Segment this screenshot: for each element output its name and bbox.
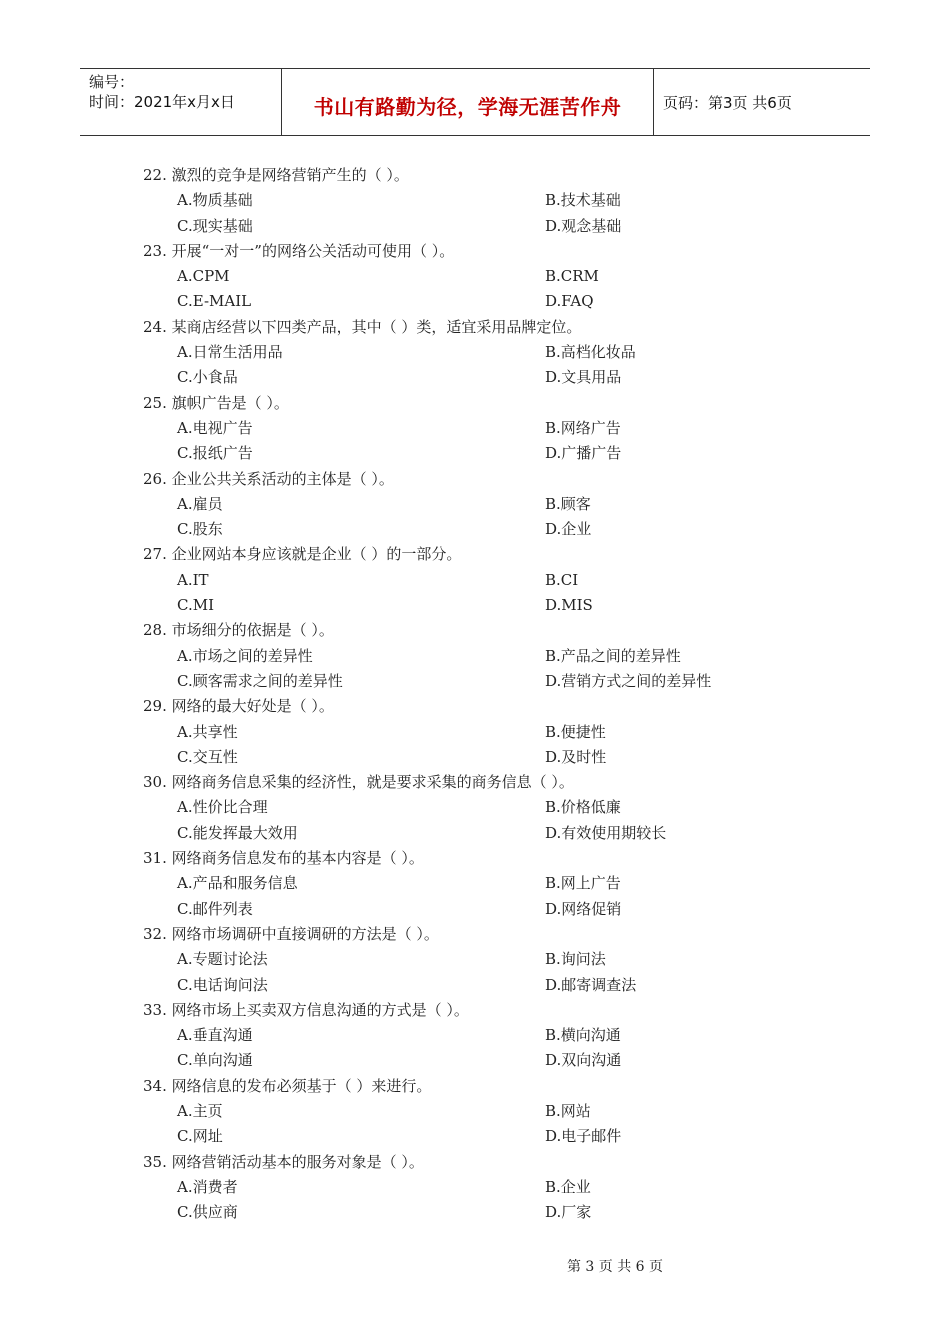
question-stem: 28. 市场细分的依据是（ ）。 — [143, 621, 334, 640]
answer-option: B.顾客 — [545, 494, 591, 513]
question-item — [143, 618, 783, 694]
question-item — [143, 694, 783, 770]
option-row — [143, 340, 783, 365]
option-row — [143, 1124, 783, 1149]
footer-page-number: 第 3 页 共 6 页 — [566, 1259, 664, 1275]
question-stem: 33. 网络市场上买卖双方信息沟通的方式是（ ）。 — [143, 1000, 469, 1019]
answer-option: C.小食品 — [177, 368, 238, 387]
question-item — [143, 770, 783, 846]
option-row — [143, 947, 783, 972]
option-row — [143, 973, 783, 998]
option-row — [143, 1099, 783, 1124]
answer-option: B.横向沟通 — [545, 1026, 621, 1045]
answer-option: D.MIS — [545, 596, 593, 615]
answer-option: D.广播广告 — [545, 444, 622, 463]
answer-option: D.文具用品 — [545, 368, 622, 387]
answer-option: A.市场之间的差异性 — [177, 646, 313, 665]
option-row — [143, 365, 783, 390]
answer-option: D.有效使用期较长 — [545, 823, 667, 842]
answer-option: D.电子邮件 — [545, 1127, 622, 1146]
option-row — [143, 289, 783, 314]
answer-option: D.邮寄调查法 — [545, 975, 637, 994]
answer-option: B.价格低廉 — [545, 798, 621, 817]
answer-option: C.MI — [177, 596, 214, 615]
option-row — [143, 1200, 783, 1225]
answer-option: A.物质基础 — [177, 191, 253, 210]
option-row — [143, 644, 783, 669]
question-item — [143, 315, 783, 391]
page-header — [80, 68, 870, 136]
option-row — [143, 568, 783, 593]
answer-option: A.IT — [177, 570, 209, 589]
answer-option: C.报纸广告 — [177, 444, 253, 463]
question-stem: 30. 网络商务信息采集的经济性，就是要求采集的商务信息（ ）。 — [143, 773, 574, 792]
answer-option: B.询问法 — [545, 950, 606, 969]
header-meta — [80, 69, 282, 135]
question-stem: 25. 旗帜广告是（ ）。 — [143, 393, 289, 412]
answer-option: B.高档化妆品 — [545, 343, 636, 362]
question-item — [143, 542, 783, 618]
option-row — [143, 416, 783, 441]
option-row — [143, 441, 783, 466]
option-row — [143, 669, 783, 694]
answer-option: B.CI — [545, 570, 579, 589]
answer-option: D.观念基础 — [545, 216, 622, 235]
answer-option: A.日常生活用品 — [177, 343, 283, 362]
option-row — [143, 1048, 783, 1073]
answer-option: B.便捷性 — [545, 722, 606, 741]
question-stem: 34. 网络信息的发布必须基于（ ）来进行。 — [143, 1076, 432, 1095]
header-motto: 书山有路勤为径，学海无涯苦作舟 — [282, 69, 654, 135]
option-row — [143, 492, 783, 517]
option-row — [143, 795, 783, 820]
answer-option: D.企业 — [545, 520, 592, 539]
question-stem: 29. 网络的最大好处是（ ）。 — [143, 697, 334, 716]
number-label: 编号： — [89, 73, 135, 91]
answer-option: C.网址 — [177, 1127, 223, 1146]
answer-option: C.供应商 — [177, 1203, 238, 1222]
question-item — [143, 1074, 783, 1150]
question-stem: 27. 企业网站本身应该就是企业（ ）的一部分。 — [143, 545, 462, 564]
option-row — [143, 720, 783, 745]
question-item — [143, 998, 783, 1074]
option-row — [143, 517, 783, 542]
question-stem: 23. 开展“一对一”的网络公关活动可使用（ ）。 — [143, 241, 455, 260]
answer-option: C.能发挥最大效用 — [177, 823, 298, 842]
answer-option: A.性价比合理 — [177, 798, 268, 817]
header-page-info: 页码：第3页 共6页 — [663, 93, 792, 112]
question-item — [143, 846, 783, 922]
option-row — [143, 821, 783, 846]
question-stem: 22. 激烈的竞争是网络营销产生的（ ）。 — [143, 166, 409, 184]
question-stem: 24. 某商店经营以下四类产品，其中（ ）类，适宜采用品牌定位。 — [143, 317, 582, 336]
answer-option: B.技术基础 — [545, 191, 621, 210]
answer-option: A.主页 — [177, 1101, 223, 1120]
answer-option: D.网络促销 — [545, 899, 622, 918]
answer-option: B.网络广告 — [545, 418, 621, 437]
answer-option: D.厂家 — [545, 1203, 592, 1222]
option-row — [143, 1175, 783, 1200]
answer-option: A.专题讨论法 — [177, 950, 268, 969]
question-stem: 35. 网络营销活动基本的服务对象是（ ）。 — [143, 1152, 424, 1171]
answer-option: C.电话询问法 — [177, 975, 268, 994]
question-item — [143, 239, 783, 315]
time-label: 时间：2021年x月x日 — [89, 93, 235, 111]
option-row — [143, 871, 783, 896]
option-row — [143, 1023, 783, 1048]
answer-option: B.企业 — [545, 1177, 591, 1196]
answer-option: A.电视广告 — [177, 418, 253, 437]
answer-option: C.邮件列表 — [177, 899, 253, 918]
option-row — [143, 897, 783, 922]
answer-option: B.CRM — [545, 267, 599, 286]
option-row — [143, 593, 783, 618]
answer-option: D.营销方式之间的差异性 — [545, 671, 712, 690]
option-row — [143, 745, 783, 770]
answer-option: C.顾客需求之间的差异性 — [177, 671, 343, 690]
question-item — [143, 467, 783, 543]
answer-option: C.股东 — [177, 520, 223, 539]
question-item — [143, 1150, 783, 1226]
answer-option: A.雇员 — [177, 494, 223, 513]
question-item — [143, 163, 783, 239]
question-stem: 26. 企业公共关系活动的主体是（ ）。 — [143, 469, 394, 488]
answer-option: A.共享性 — [177, 722, 238, 741]
question-list — [143, 163, 783, 1225]
answer-option: A.CPM — [177, 267, 230, 286]
answer-option: C.现实基础 — [177, 216, 253, 235]
answer-option: C.单向沟通 — [177, 1051, 253, 1070]
page-footer — [0, 1256, 950, 1276]
question-stem: 32. 网络市场调研中直接调研的方法是（ ）。 — [143, 924, 439, 943]
answer-option: A.消费者 — [177, 1177, 238, 1196]
answer-option: B.网站 — [545, 1101, 591, 1120]
option-row — [143, 264, 783, 289]
question-item — [143, 391, 783, 467]
answer-option: C.E-MAIL — [177, 292, 252, 311]
answer-option: D.双向沟通 — [545, 1051, 622, 1070]
question-item — [143, 922, 783, 998]
answer-option: B.网上广告 — [545, 874, 621, 893]
answer-option: A.产品和服务信息 — [177, 874, 298, 893]
answer-option: B.产品之间的差异性 — [545, 646, 681, 665]
option-row — [143, 188, 783, 213]
answer-option: A.垂直沟通 — [177, 1026, 253, 1045]
question-stem: 31. 网络商务信息发布的基本内容是（ ）。 — [143, 849, 424, 868]
answer-option: D.及时性 — [545, 747, 607, 766]
answer-option: D.FAQ — [545, 292, 594, 311]
option-row — [143, 214, 783, 239]
answer-option: C.交互性 — [177, 747, 238, 766]
